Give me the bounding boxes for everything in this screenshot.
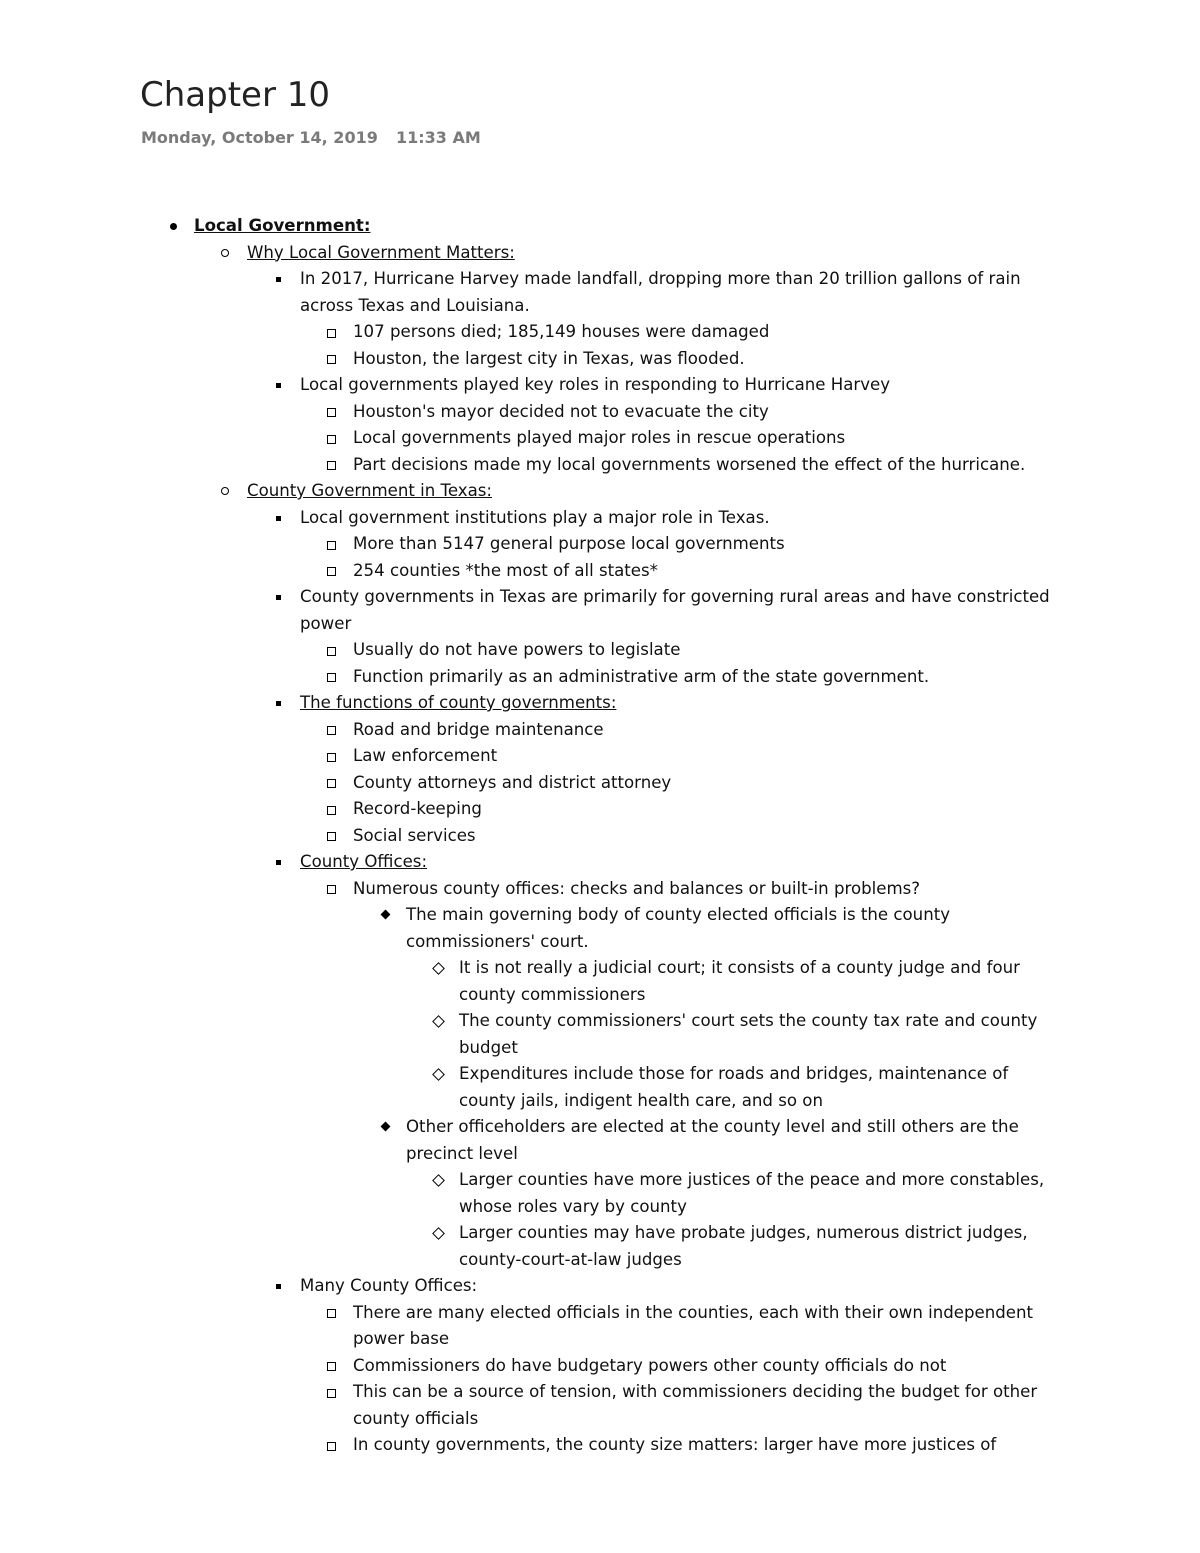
outline-item-level-2 [0, 478, 1067, 505]
outline-item-level-3 [0, 372, 1065, 399]
bullet-diamond-icon [381, 910, 391, 920]
outline-item-text: 107 persons died; 185,149 houses were damaged [353, 322, 770, 341]
outline-item-text: In county governments, the county size matters: larger have more justices of [353, 1435, 997, 1454]
bullet-box-icon [327, 753, 336, 762]
bullet-box-icon [327, 408, 336, 417]
outline-item-text: Local governments played major roles in rescue operations [353, 428, 846, 447]
outline-item-level-4 [0, 637, 1058, 664]
bullet-square-icon [276, 383, 281, 388]
bullet-hollow-diamond-icon [432, 1068, 445, 1081]
bullet-square-icon [276, 860, 281, 865]
outline-item-level-4 [0, 346, 1058, 373]
bullet-box-icon [327, 355, 336, 364]
outline-item-text: The county commissioners' court sets the county tax rate and county budget [459, 1011, 1038, 1057]
outline-item-text: Social services [353, 825, 476, 845]
outline-item-level-6 [0, 1061, 1059, 1114]
bullet-square-icon [276, 277, 281, 282]
bullet-box-icon [327, 885, 336, 894]
outline-item-level-3 [0, 690, 1065, 717]
bullet-square-icon [276, 595, 281, 600]
outline-item-text: Part decisions made my local governments worsened the effect of the hurricane. [353, 454, 1026, 474]
bullet-box-icon [327, 329, 336, 338]
outline-item-level-6 [0, 1220, 1059, 1273]
bullet-box-icon [327, 1442, 336, 1451]
outline-item-level-4 [0, 399, 1058, 426]
outline-item-level-4 [0, 425, 1058, 452]
outline-item-text: Many County Offices: [300, 1276, 478, 1295]
outline-item-text: Road and bridge maintenance [353, 719, 604, 739]
bullet-box-icon [327, 1389, 336, 1398]
outline-item-text: 254 counties *the most of all states* [353, 560, 658, 580]
outline-item-text: County Government in Texas: [247, 481, 492, 500]
outline-item-level-2 [0, 240, 1067, 267]
outline-item-text: Other officeholders are elected at the county level and still others are the precinct level [406, 1117, 1019, 1163]
bullet-box-icon [327, 461, 336, 470]
outline-item-text: Law enforcement [353, 746, 498, 765]
outline-item-text: Expenditures include those for roads and bridges, maintenance of county jails, indigent health care, and so on [459, 1064, 1009, 1110]
bullet-hollow-diamond-icon [432, 1015, 445, 1028]
outline-item-level-4 [0, 717, 1058, 744]
outline-item-level-4 [0, 796, 1058, 823]
outline-item-level-1 [0, 213, 1074, 240]
outline-item-level-6 [0, 1167, 1059, 1220]
bullet-box-icon [327, 1309, 336, 1318]
outline-item-text: Houston's mayor decided not to evacuate the city [353, 401, 769, 421]
bullet-box-icon [327, 1362, 336, 1371]
bullet-box-icon [327, 726, 336, 735]
outline-item-level-5 [0, 1114, 1056, 1167]
outline-item-level-4 [0, 1379, 1058, 1432]
outline-item-text: County Offices: [300, 852, 428, 871]
bullet-box-icon [327, 673, 336, 682]
outline-item-level-4 [0, 770, 1058, 797]
outline-item-text: In 2017, Hurricane Harvey made landfall, dropping more than 20 trillion gallons of rain across Texas and Louisiana. [300, 269, 1021, 315]
note-timestamp [141, 126, 481, 150]
note-date: Monday, October 14, 2019 [141, 128, 378, 147]
outline-item-text: County attorneys and district attorney [353, 772, 672, 792]
page-title: Chapter 10 [140, 75, 331, 115]
bullet-box-icon [327, 779, 336, 788]
outline-item-level-4 [0, 1353, 1058, 1380]
outline-item-level-4 [0, 664, 1058, 691]
bullet-square-icon [276, 1284, 281, 1289]
outline-item-text: Record-keeping [353, 799, 482, 818]
bullet-box-icon [327, 567, 336, 576]
bullet-circle-icon [221, 487, 229, 495]
outline-item-text: Function primarily as an administrative arm of the state government. [353, 666, 930, 686]
outline-item-level-3 [0, 1273, 1065, 1300]
bullet-hollow-diamond-icon [432, 1174, 445, 1187]
outline-item-level-4 [0, 1300, 1058, 1353]
bullet-square-icon [276, 516, 281, 521]
outline-item-level-5 [0, 902, 1056, 955]
outline-item-text: Why Local Government Matters: [247, 242, 515, 262]
outline-item-text: Houston, the largest city in Texas, was flooded. [353, 348, 745, 368]
outline-item-text: Commissioners do have budgetary powers other county officials do not [353, 1355, 947, 1375]
outline-item-text: Local Government: [194, 216, 371, 235]
outline-item-level-3 [0, 505, 1065, 532]
outline-item-text: It is not really a judicial court; it consists of a county judge and four county commissioners [459, 958, 1020, 1004]
outline-item-level-6 [0, 1008, 1059, 1061]
outline-item-text: Larger counties have more justices of the peace and more constables, whose roles vary by county [459, 1170, 1045, 1216]
outline-item-level-3 [0, 849, 1065, 876]
outline-item-level-4 [0, 1432, 1058, 1459]
outline-item-level-6 [0, 955, 1059, 1008]
bullet-box-icon [327, 832, 336, 841]
bullet-hollow-diamond-icon [432, 962, 445, 975]
outline-item-text: There are many elected officials in the counties, each with their own independent power base [353, 1302, 1034, 1348]
outline-item-text: More than 5147 general purpose local governments [353, 534, 785, 553]
outline-item-level-4 [0, 876, 1058, 903]
outline-item-text: Local government institutions play a major role in Texas. [300, 507, 770, 527]
bullet-square-icon [276, 701, 281, 706]
outline-item-text: Numerous county offices: checks and balances or built-in problems? [353, 878, 921, 898]
outline-item-level-4 [0, 743, 1058, 770]
outline-item-text: Larger counties may have probate judges, numerous district judges, county-court-at-law judges [459, 1223, 1028, 1269]
outline-item-text: Local governments played key roles in responding to Hurricane Harvey [300, 375, 891, 394]
outline-item-text: The functions of county governments: [300, 693, 617, 712]
bullet-box-icon [327, 647, 336, 656]
note-outline [0, 213, 1200, 1459]
bullet-hollow-diamond-icon [432, 1227, 445, 1240]
outline-item-level-3 [0, 266, 1065, 319]
outline-item-level-4 [0, 823, 1058, 850]
bullet-disc-icon [170, 223, 177, 230]
outline-item-text: This can be a source of tension, with commissioners deciding the budget for other county officials [353, 1382, 1038, 1428]
outline-item-text: Usually do not have powers to legislate [353, 640, 681, 659]
outline-item-level-4 [0, 558, 1058, 585]
note-time: 11:33 AM [396, 128, 481, 147]
outline-item-level-4 [0, 319, 1058, 346]
outline-item-level-4 [0, 452, 1058, 479]
outline-item-level-3 [0, 584, 1065, 637]
bullet-diamond-icon [381, 1122, 391, 1132]
bullet-circle-icon [221, 249, 229, 257]
bullet-box-icon [327, 435, 336, 444]
bullet-box-icon [327, 806, 336, 815]
outline-item-text: The main governing body of county elected officials is the county commissioners' court. [406, 905, 951, 951]
outline-item-text: County governments in Texas are primarily for governing rural areas and have constricted power [300, 587, 1050, 633]
outline-item-level-4 [0, 531, 1058, 558]
bullet-box-icon [327, 541, 336, 550]
